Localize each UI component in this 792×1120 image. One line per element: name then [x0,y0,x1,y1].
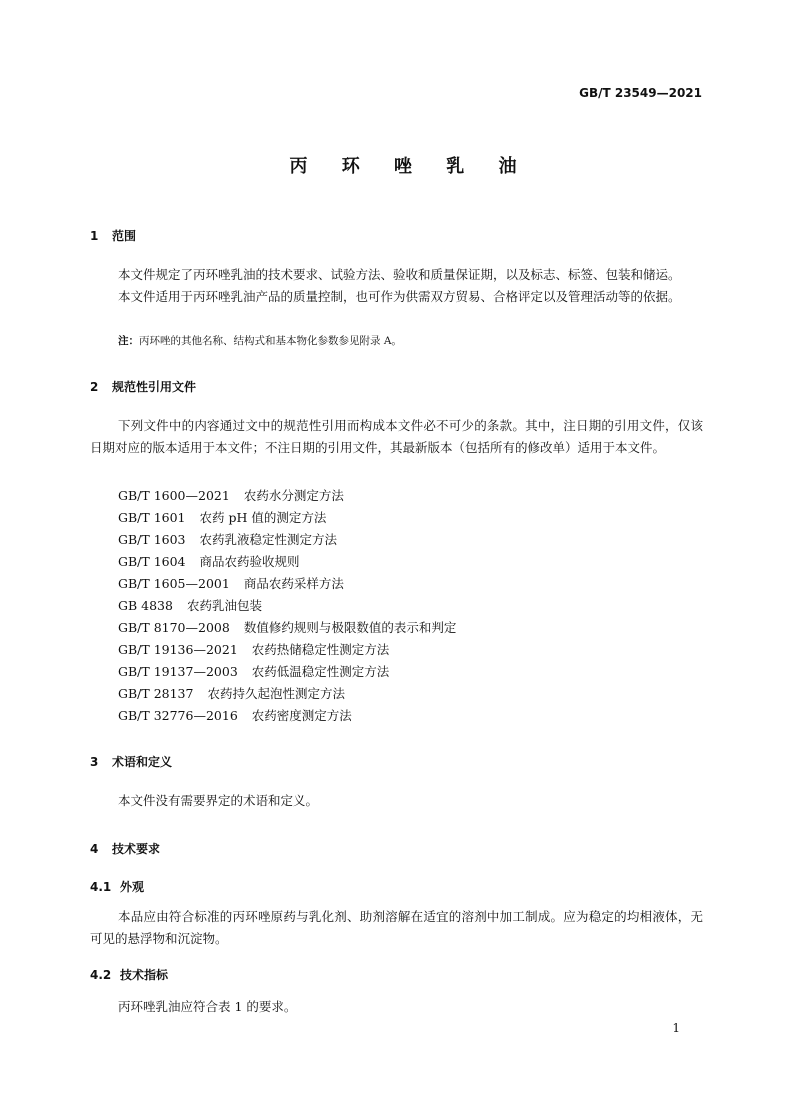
section-title: 范围 [112,229,137,243]
reference-list [118,485,456,727]
reference-name: 农药热储稳定性测定方法 [251,642,390,657]
note-text: 丙环唑的其他名称、结构式和基本物化参数参见附录 A。 [139,335,402,347]
reference-item [118,705,456,727]
section-4-2-heading [90,966,168,983]
reference-name: 农药乳油包装 [186,598,262,613]
reference-item [118,485,456,507]
reference-item [118,551,456,573]
section-number: 3 [90,755,99,769]
reference-code: GB/T 19137—2003 [118,664,238,679]
section-number: 2 [90,380,99,394]
reference-code: GB/T 1603 [118,532,186,547]
references-intro-paragraph: 下列文件中的内容通过文中的规范性引用而构成本文件必不可少的条款。其中，注日期的引用文件，仅该日期对应的版本适用于本文件；不注日期的引用文件，其最新版本（包括所有的修改单）适用于本文件。 [90,418,703,455]
reference-code: GB/T 28137 [118,686,194,701]
reference-name: 农药密度测定方法 [251,708,352,723]
section-number: 1 [90,229,99,243]
section-title: 技术指标 [120,968,169,982]
reference-name: 数值修约规则与极限数值的表示和判定 [243,620,457,635]
scope-paragraph-2: 本文件适用于丙环唑乳油产品的质量控制，也可作为供需双方贸易、合格评定以及管理活动等的依据。 [118,289,681,304]
scope-paragraph-1: 本文件规定了丙环唑乳油的技术要求、试验方法、验收和质量保证期，以及标志、标签、包装和储运。 [118,267,681,282]
section-4-1-heading [90,878,144,895]
section-4-heading [90,840,160,857]
technical-index-paragraph: 丙环唑乳油应符合表 1 的要求。 [118,999,297,1014]
reference-name: 农药乳液稳定性测定方法 [199,532,338,547]
reference-name: 农药水分测定方法 [243,488,344,503]
reference-item [118,507,456,529]
reference-code: GB/T 1604 [118,554,186,569]
page-number: 1 [672,1021,680,1035]
section-3-heading [90,753,172,770]
document-code: GB/T 23549—2021 [579,86,702,100]
reference-code: GB/T 19136—2021 [118,642,238,657]
reference-item [118,683,456,705]
terms-paragraph: 本文件没有需要界定的术语和定义。 [118,793,319,808]
reference-code: GB/T 1605—2001 [118,576,230,591]
reference-name: 农药低温稳定性测定方法 [251,664,390,679]
reference-name: 农药持久起泡性测定方法 [207,686,345,701]
reference-item [118,661,456,683]
section-title: 术语和定义 [112,755,173,769]
document-title: 丙 环 唑 乳 油 [289,156,531,177]
reference-item [118,529,456,551]
section-title: 技术要求 [112,842,161,856]
note-label: 注： [118,335,139,347]
reference-code: GB/T 1601 [118,510,186,525]
reference-name: 农药 pH 值的测定方法 [199,510,327,525]
reference-code: GB/T 1600—2021 [118,488,230,503]
reference-code: GB/T 8170—2008 [118,620,230,635]
reference-item [118,639,456,661]
section-number: 4 [90,842,99,856]
section-number: 4.1 [90,880,112,894]
reference-code: GB/T 32776—2016 [118,708,238,723]
reference-item [118,595,456,617]
reference-item [118,617,456,639]
reference-name: 商品农药验收规则 [199,554,300,569]
reference-name: 商品农药采样方法 [243,576,344,591]
appearance-paragraph: 本品应由符合标准的丙环唑原药与乳化剂、助剂溶解在适宜的溶剂中加工制成。应为稳定的均相液体，无可见的悬浮物和沉淀物。 [90,909,703,946]
section-1-heading [90,227,136,244]
reference-item [118,573,456,595]
section-2-heading [90,378,196,395]
section-number: 4.2 [90,968,112,982]
section-title: 外观 [120,880,145,894]
scope-note [118,333,402,348]
section-title: 规范性引用文件 [112,380,197,394]
reference-code: GB 4838 [118,598,173,613]
